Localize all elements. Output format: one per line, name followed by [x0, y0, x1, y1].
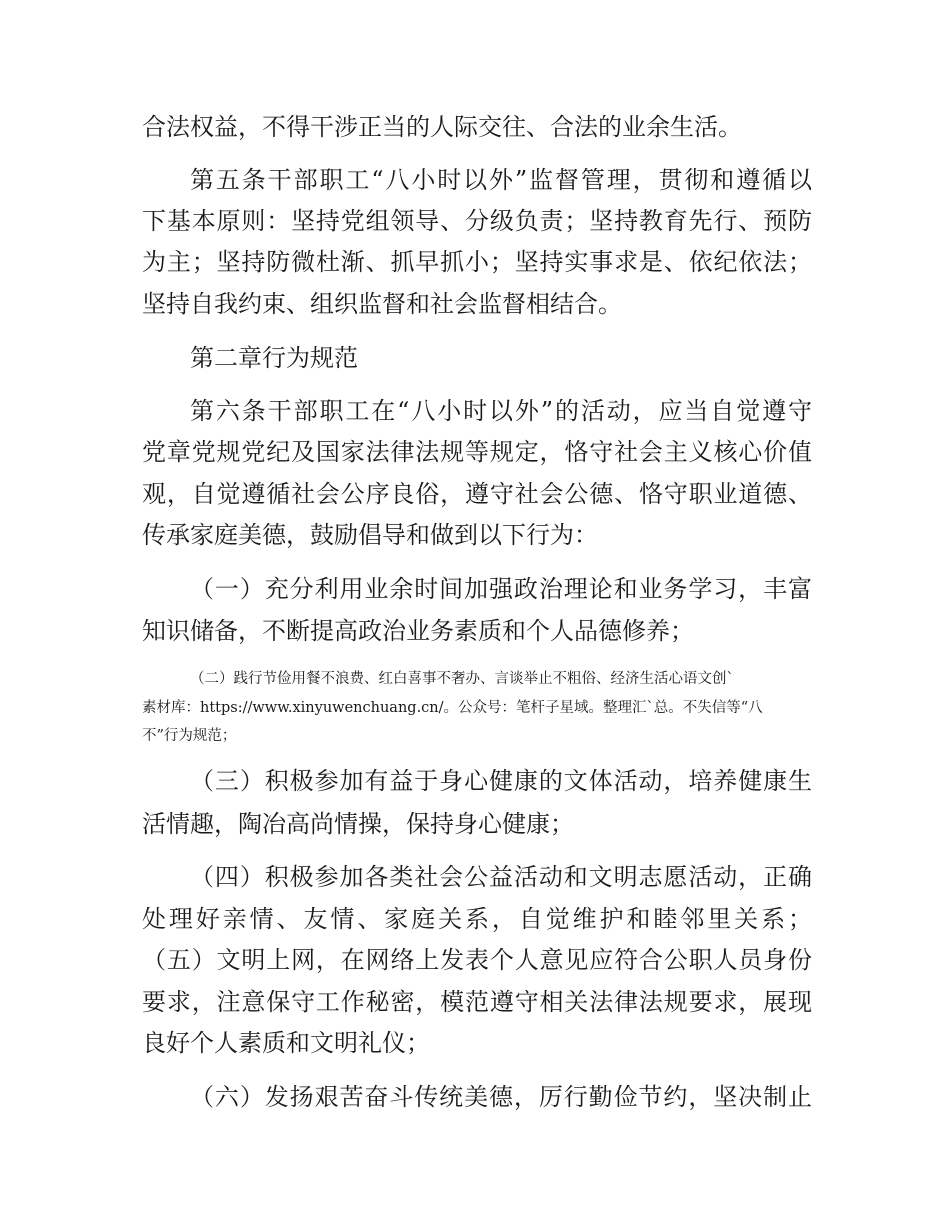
small-text-line: 不”行为规范；: [142, 728, 237, 744]
text-line: 知识储备，不断提高政治业务素质和个人品德修养；: [142, 617, 694, 645]
text-line: 良好个人素质和文明礼仪；: [142, 1029, 430, 1057]
text-line: （三）积极参加有益于身心健康的文体活动，培养健康生: [190, 767, 812, 795]
text-line: 为主；坚持防微杜渐、抓早抓小；坚持实事求是、依纪依法；: [142, 248, 812, 276]
text-line: （六）发扬艰苦奋斗传统美德，厉行勤俭节约，坚决制止: [190, 1083, 812, 1111]
text-line: 合法权益，不得干涉正当的人际交往、合法的业余生活。: [142, 113, 742, 141]
text-line: 下基本原则：坚持党组领导、分级负责；坚持教育先行、预防: [142, 207, 812, 235]
text-line: 党章党规党纪及国家法律法规等规定，恪守社会主义核心价值: [142, 438, 812, 466]
text-line: （一）充分利用业余时间加强政治理论和业务学习，丰富: [190, 575, 812, 603]
text-line: （四）积极参加各类社会公益活动和文明志愿活动，正确: [190, 863, 812, 891]
small-text-line: （二）践行节俭用餐不浪费、红白喜事不奢办、言谈举止不粗俗、经济生活心语文创`: [190, 671, 734, 687]
section-heading: 第二章行为规范: [190, 344, 358, 372]
small-text-line: 素材库：https://www.xinyuwenchuang.cn/。公众号：笔杆子星域。整理汇`总。不失信等“八: [142, 700, 763, 716]
text-line: 第六条干部职工在“八小时以外”的活动，应当自觉遵守: [190, 397, 812, 425]
text-line: 观，自觉遵循社会公序良俗，遵守社会公德、恪守职业道德、: [142, 480, 812, 508]
text-line: （五）文明上网，在网络上发表个人意见应符合公职人员身份: [142, 946, 812, 974]
text-line: 坚持自我约束、组织监督和社会监督相结合。: [142, 290, 622, 318]
text-line: 处理好亲情、友情、家庭关系，自觉维护和睦邻里关系；: [142, 905, 812, 933]
text-line: 传承家庭美德，鼓励倡导和做到以下行为：: [142, 521, 598, 549]
text-line: 活情趣，陶冶高尚情操，保持身心健康；: [142, 810, 574, 838]
text-line: 要求，注意保守工作秘密，模范遵守相关法律法规要求，展现: [142, 988, 812, 1016]
text-line: 第五条干部职工“八小时以外”监督管理，贯彻和遵循以: [190, 166, 812, 194]
